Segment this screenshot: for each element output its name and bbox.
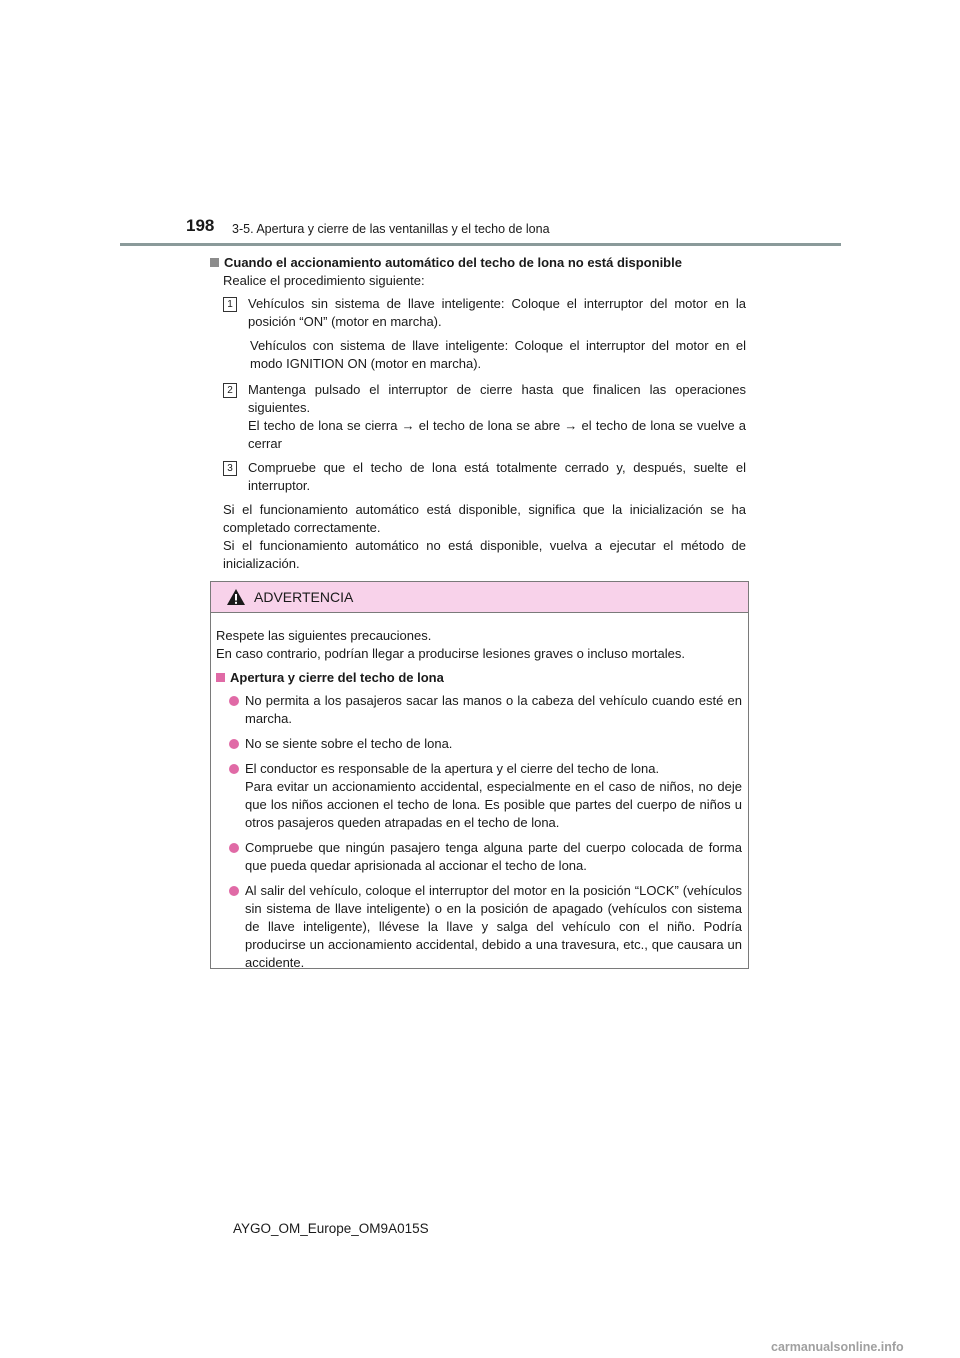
doc-code: AYGO_OM_Europe_OM9A015S xyxy=(233,1221,429,1236)
step-2 xyxy=(223,381,746,453)
warning-intro-line: En caso contrario, podrían llegar a producirse lesiones graves o incluso mortales. xyxy=(216,646,685,661)
step-number: 1 xyxy=(223,297,237,312)
bullet-line: El conductor es responsable de la apertura y el cierre del techo de lona. xyxy=(245,761,660,776)
warning-body xyxy=(211,613,748,972)
watermark[interactable]: carmanualsonline.info xyxy=(771,1340,904,1354)
warning-header xyxy=(211,582,748,613)
step-text xyxy=(248,381,746,453)
step-number: 2 xyxy=(223,383,237,398)
intro-text: Realice el procedimiento siguiente: xyxy=(223,273,425,288)
warning-bullet xyxy=(216,735,742,753)
warning-bullet xyxy=(216,839,742,875)
outro-text xyxy=(223,501,746,573)
warning-intro-line: Respete las siguientes precauciones. xyxy=(216,628,432,643)
warning-title: ADVERTENCIA xyxy=(254,589,354,605)
warning-bullet xyxy=(216,760,742,832)
bullet-dot-icon xyxy=(229,739,239,749)
bullet-dot-icon xyxy=(229,696,239,706)
section-heading-text: Cuando el accionamiento automático del techo de lona no está disponible xyxy=(224,255,682,270)
step-number: 3 xyxy=(223,461,237,476)
bullet-dot-icon xyxy=(229,764,239,774)
bullet-text: No se siente sobre el techo de lona. xyxy=(245,736,453,751)
pink-square-icon xyxy=(216,673,225,682)
warning-bullet xyxy=(216,882,742,972)
warning-heading-text: Apertura y cierre del techo de lona xyxy=(230,670,444,685)
step-text: Vehículos sin sistema de llave inteligente: Coloque el interruptor del motor en la posición “ON” (motor en marcha). xyxy=(248,296,746,329)
section-title: 3-5. Apertura y cierre de las ventanillas y el techo de lona xyxy=(232,222,550,236)
step-1-sub: Vehículos con sistema de llave inteligente: Coloque el interruptor del motor en el modo IGNITION ON (motor en marcha). xyxy=(250,338,746,371)
outro-line: Si el funcionamiento automático no está disponible, vuelva a ejecutar el método de inicialización. xyxy=(223,538,746,571)
step-line: El techo de lona se cierra → el techo de lona se abre → el techo de lona se vuelve a cerrar xyxy=(248,418,746,451)
outro-line: Si el funcionamiento automático está disponible, significa que la inicialización se ha completado correctamente. xyxy=(223,502,746,535)
bullet-line: Para evitar un accionamiento accidental, especialmente en el caso de niños, no deje que los niños accionen el techo de lona. Es posible que partes del cuerpo de niños u otros pasajeros queden atrapadas en el techo de lona. xyxy=(245,779,742,830)
main-content xyxy=(210,254,746,573)
step-text: Compruebe que el techo de lona está totalmente cerrado y, después, suelte el interruptor. xyxy=(248,460,746,493)
step-line: Mantenga pulsado el interruptor de cierre hasta que finalicen las operaciones siguientes. xyxy=(248,382,746,415)
header-rule xyxy=(120,243,841,246)
page-number: 198 xyxy=(186,216,215,235)
bullet-dot-icon xyxy=(229,886,239,896)
step-3 xyxy=(223,459,746,495)
warning-bullet xyxy=(216,692,742,728)
section-heading xyxy=(210,254,746,272)
gray-square-icon xyxy=(210,258,219,267)
step-1 xyxy=(223,295,746,331)
warning-box xyxy=(210,581,749,969)
bullet-text xyxy=(245,760,742,832)
bullet-dot-icon xyxy=(229,843,239,853)
warning-triangle-icon xyxy=(226,588,246,606)
warning-heading xyxy=(216,669,742,687)
bullet-text: Compruebe que ningún pasajero tenga alguna parte del cuerpo colocada de forma que pueda quedar aprisionada al accionar el techo de lona. xyxy=(245,840,742,873)
bullet-text: No permita a los pasajeros sacar las manos o la cabeza del vehículo cuando esté en marcha. xyxy=(245,693,742,726)
bullet-text: Al salir del vehículo, coloque el interruptor del motor en la posición “LOCK” (vehículos sin sistema de llave inteligente) o en la posición de apagado (vehículos con sistema de llave inteligente), llévese la llave y salga del vehículo con el niño. Podría producirse un accionamiento accidental, debido a una travesura, etc., que causara un accidente. xyxy=(245,883,742,970)
